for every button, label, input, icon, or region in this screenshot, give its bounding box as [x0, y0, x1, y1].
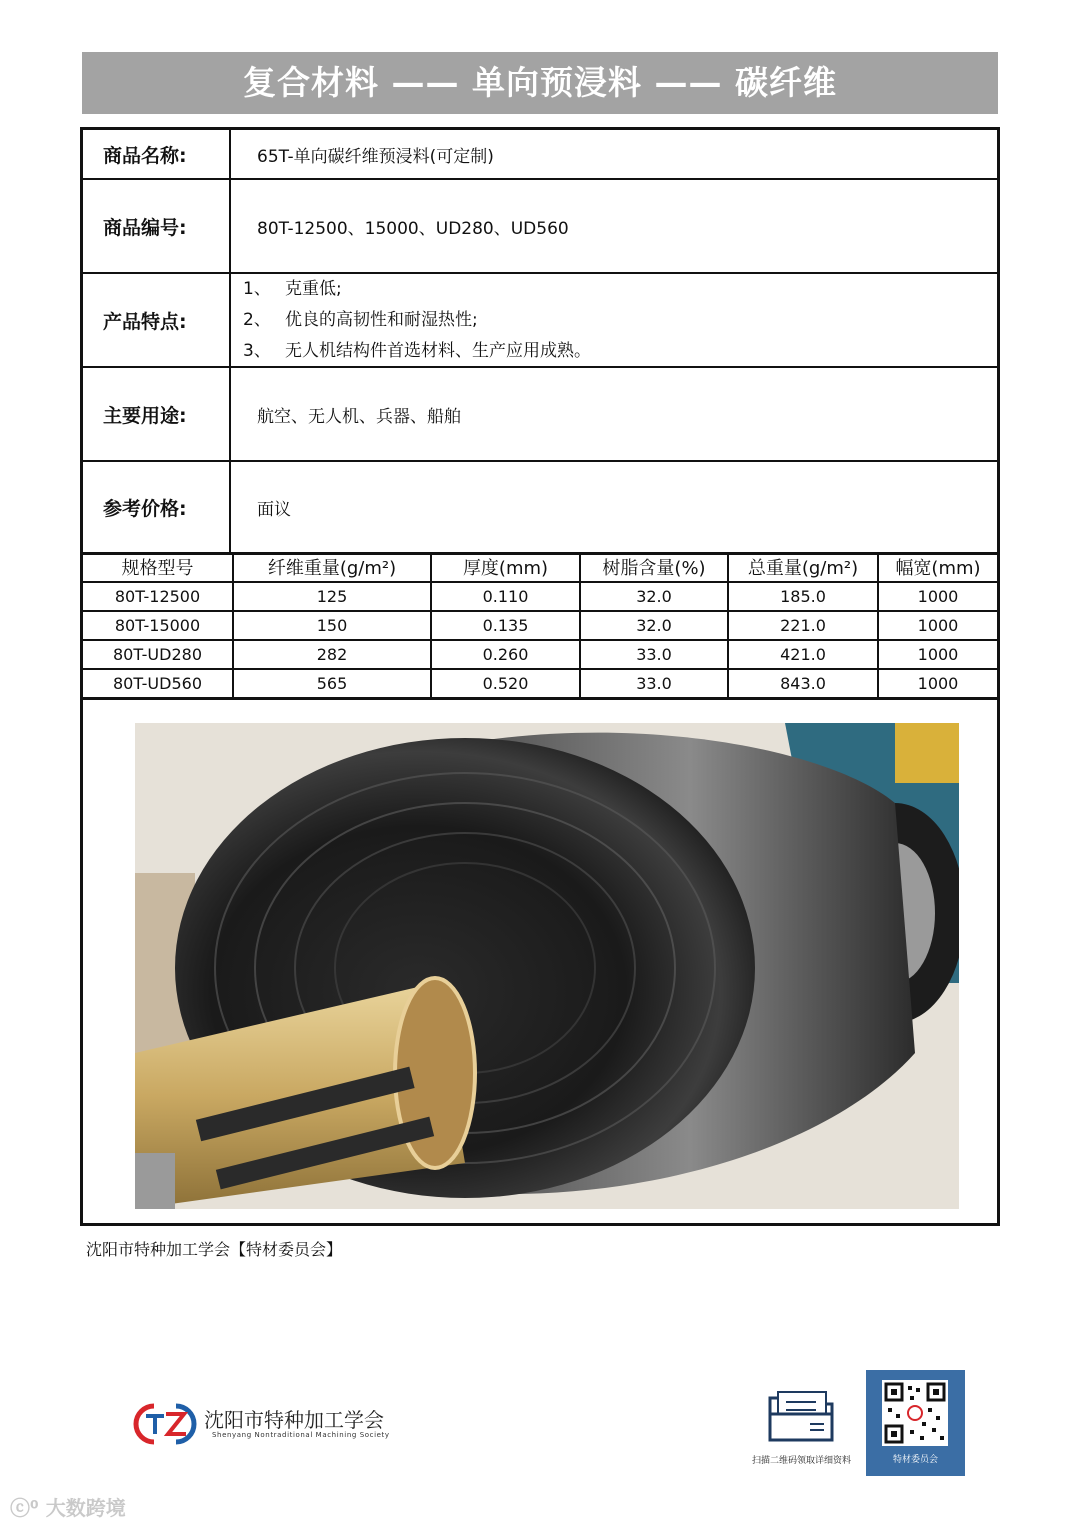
- folder-icon: [766, 1388, 836, 1444]
- table-cell: 1000: [878, 582, 997, 611]
- spec-header-cell: 树脂含量(%): [580, 552, 728, 582]
- table-cell: 185.0: [728, 582, 878, 611]
- table-row: [83, 611, 997, 640]
- table-cell: 282: [233, 640, 431, 669]
- product-name-label: 商品名称:: [83, 130, 231, 178]
- features-label: 产品特点:: [83, 274, 231, 366]
- feature-item: 1、 克重低;: [243, 278, 342, 299]
- qr-code-label: 特材委员会: [892, 1455, 938, 1465]
- spec-header-row: [83, 552, 997, 582]
- row-product-code: [83, 180, 997, 274]
- watermark: [10, 1492, 126, 1521]
- product-code-value: 80T-12500、15000、UD280、UD560: [257, 218, 569, 239]
- page-banner: 复合材料 —— 单向预浸料 —— 碳纤维: [82, 52, 998, 114]
- product-sheet: [80, 127, 1000, 1226]
- spec-header-cell: 规格型号: [83, 552, 233, 582]
- table-cell: 221.0: [728, 611, 878, 640]
- row-price: [83, 462, 997, 555]
- society-name-english: Shenyang Nontraditional Machining Society: [212, 1431, 390, 1439]
- uses-label: 主要用途:: [83, 368, 231, 460]
- feature-item: 2、 优良的高韧性和耐湿热性;: [243, 309, 478, 330]
- society-name: 沈阳市特种加工学会: [204, 1408, 384, 1432]
- row-uses: [83, 368, 997, 462]
- table-cell: 80T-UD560: [83, 669, 233, 699]
- table-cell: 0.110: [431, 582, 580, 611]
- table-cell: 0.520: [431, 669, 580, 699]
- spec-table: [83, 552, 997, 700]
- table-cell: 1000: [878, 640, 997, 669]
- spec-header-cell: 幅宽(mm): [878, 552, 997, 582]
- price-value: 面议: [257, 499, 291, 520]
- qr-code-panel[interactable]: [866, 1370, 965, 1476]
- table-cell: 843.0: [728, 669, 878, 699]
- table-cell: 80T-15000: [83, 611, 233, 640]
- uses-value: 航空、无人机、兵器、船舶: [257, 406, 461, 427]
- spec-header-cell: 纤维重量(g/m²): [233, 552, 431, 582]
- table-cell: 32.0: [580, 611, 728, 640]
- feature-item: 3、 无人机结构件首选材料、生产应用成熟。: [243, 340, 591, 361]
- table-cell: 80T-UD280: [83, 640, 233, 669]
- table-cell: 33.0: [580, 640, 728, 669]
- product-code-label: 商品编号:: [83, 180, 231, 272]
- society-logo: [132, 1400, 432, 1450]
- table-cell: 80T-12500: [83, 582, 233, 611]
- price-label: 参考价格:: [83, 462, 231, 552]
- table-cell: 1000: [878, 669, 997, 699]
- carbon-fiber-roll-image: [135, 723, 959, 1209]
- table-cell: 125: [233, 582, 431, 611]
- table-cell: 150: [233, 611, 431, 640]
- spec-header-cell: 厚度(mm): [431, 552, 580, 582]
- table-cell: 565: [233, 669, 431, 699]
- table-row: [83, 582, 997, 611]
- row-features: [83, 274, 997, 368]
- row-product-name: [83, 130, 997, 180]
- table-cell: 33.0: [580, 669, 728, 699]
- table-cell: 1000: [878, 611, 997, 640]
- table-row: [83, 669, 997, 699]
- table-cell: 0.135: [431, 611, 580, 640]
- spec-header-cell: 总重量(g/m²): [728, 552, 878, 582]
- qr-code-icon: [866, 1370, 965, 1450]
- table-cell: 0.260: [431, 640, 580, 669]
- organization-committee-text: 沈阳市特种加工学会【特材委员会】: [86, 1240, 343, 1259]
- watermark-logo-icon: ⓒ⁰: [10, 1496, 46, 1520]
- table-cell: 32.0: [580, 582, 728, 611]
- watermark-text: 大数跨境: [45, 1496, 126, 1520]
- product-name-value: 65T-单向碳纤维预浸料(可定制): [257, 146, 494, 167]
- table-row: [83, 640, 997, 669]
- features-list: [233, 274, 997, 366]
- scan-qr-instruction: 扫描二维码领取详细资料: [752, 1456, 852, 1466]
- product-photo: [135, 723, 959, 1209]
- table-cell: 421.0: [728, 640, 878, 669]
- society-emblem-icon: [132, 1402, 198, 1446]
